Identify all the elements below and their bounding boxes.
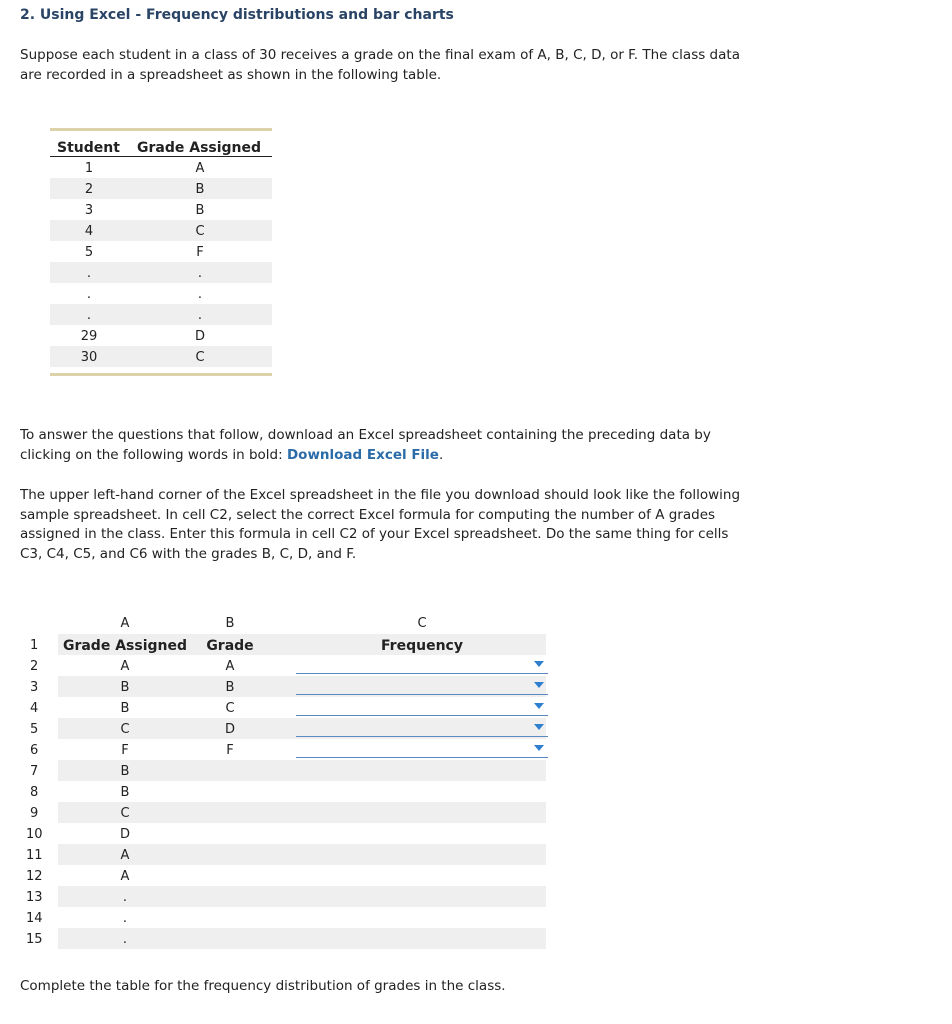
cell-grade-assigned: . (122, 932, 128, 947)
row-number: 3 (30, 680, 39, 695)
col-letter-c: C (417, 616, 427, 631)
student-grade: D (194, 329, 205, 344)
sheet-row (20, 760, 546, 781)
table-row (50, 220, 272, 241)
frequency-formula-dropdown[interactable] (296, 718, 548, 737)
student-number: 30 (80, 350, 98, 365)
cell-grade-assigned: A (120, 659, 130, 674)
row-number: 15 (26, 932, 43, 947)
frequency-formula-dropdown[interactable] (296, 697, 548, 716)
sheet-row (20, 739, 546, 760)
student-grade: B (195, 182, 205, 197)
header-grade-assigned: Grade Assigned (62, 638, 188, 654)
student-grade: . (197, 266, 203, 281)
cell-grade-assigned: B (120, 680, 130, 695)
row-number: 6 (30, 743, 39, 758)
chevron-down-icon (534, 703, 544, 709)
row-number: 14 (26, 911, 43, 926)
row-number: 8 (30, 785, 39, 800)
student-grade: A (195, 161, 205, 176)
sheet-row (20, 802, 546, 823)
download-text: To answer the questions that follow, download an Excel spreadsheet containing the preceding data by clicking on the following words in bold: (20, 427, 711, 463)
sheet-row (20, 697, 546, 718)
frequency-formula-dropdown[interactable] (296, 655, 548, 674)
cell-grade-assigned: C (120, 806, 130, 821)
row-number: 1 (30, 638, 39, 653)
row-number: 12 (26, 869, 43, 884)
row-number: 13 (26, 890, 43, 905)
sheet-row (20, 844, 546, 865)
cell-grade-assigned: B (120, 785, 130, 800)
sheet-row (20, 655, 546, 676)
sheet-row (20, 781, 546, 802)
cell-grade-assigned: B (120, 764, 130, 779)
table-header (50, 131, 272, 157)
cell-grade: D (224, 722, 235, 737)
cell-grade-assigned: B (120, 701, 130, 716)
chevron-down-icon (534, 682, 544, 688)
cell-grade-assigned: C (120, 722, 130, 737)
student-number: . (86, 308, 92, 323)
table-bottom-rule (50, 373, 272, 376)
sheet-row (20, 718, 546, 739)
intro-paragraph: Suppose each student in a class of 30 receives a grade on the final exam of A, B, C, D, or F. The class data are recorded in a spreadsheet as shown in the following table. (20, 47, 740, 83)
sheet-row (20, 676, 546, 697)
row-number: 9 (30, 806, 39, 821)
table-row (50, 178, 272, 199)
student-number: 1 (84, 161, 94, 176)
student-number: 4 (84, 224, 94, 239)
row-number: 10 (26, 827, 43, 842)
cell-grade-assigned: D (119, 827, 130, 842)
chevron-down-icon (534, 724, 544, 730)
instructions-paragraph: The upper left-hand corner of the Excel spreadsheet in the file you download should look like the following sample spreadsheet. In cell C2, select the correct Excel formula for computing the number of A grades assigned in the class. Enter this formula in cell C2 of your Excel spreadsheet. Do the same thing for cells C3, C4, C5, and C6 with the grades B, C, D, and F. (20, 487, 741, 562)
table-row (50, 241, 272, 262)
col-letter-b: B (225, 616, 235, 631)
cell-grade-assigned: F (121, 743, 129, 758)
chevron-down-icon (534, 745, 544, 751)
student-grade: . (197, 287, 203, 302)
student-number: . (86, 266, 92, 281)
download-paragraph (20, 426, 760, 465)
row-number: 2 (30, 659, 39, 674)
student-number: 2 (84, 182, 94, 197)
table-row (50, 325, 272, 346)
cell-grade: A (225, 659, 235, 674)
header-grade-assigned: Grade Assigned (137, 140, 262, 156)
table-row (50, 157, 272, 178)
table-row (50, 262, 272, 283)
student-grade: C (195, 224, 205, 239)
col-letter-a: A (120, 616, 130, 631)
sheet-row (20, 865, 546, 886)
student-grade: B (195, 203, 205, 218)
sheet-row (20, 823, 546, 844)
cell-grade: C (225, 701, 235, 716)
page-title: 2. Using Excel - Frequency distributions and bar charts (20, 7, 454, 23)
sample-spreadsheet (20, 612, 546, 949)
download-excel-link[interactable]: Download Excel File (286, 446, 439, 463)
student-grade: C (195, 350, 205, 365)
column-letters-row (20, 612, 546, 634)
table-row (50, 199, 272, 220)
table-row (50, 304, 272, 325)
table-row (50, 283, 272, 304)
cell-grade: B (225, 680, 235, 695)
cell-grade-assigned: . (122, 890, 128, 905)
sheet-header-row (20, 634, 546, 655)
cell-grade-assigned: A (120, 869, 130, 884)
table-row (50, 346, 272, 367)
student-number: . (86, 287, 92, 302)
header-student: Student (57, 140, 120, 156)
cell-grade: F (226, 743, 234, 758)
download-text-end: . (438, 446, 444, 463)
row-number: 7 (30, 764, 39, 779)
cell-grade-assigned: . (122, 911, 128, 926)
header-grade: Grade (206, 638, 254, 654)
student-number: 29 (80, 329, 98, 344)
footer-instruction: Complete the table for the frequency distribution of grades in the class. (20, 978, 506, 994)
student-grade: . (197, 308, 203, 323)
student-number: 5 (84, 245, 94, 260)
sheet-row (20, 886, 546, 907)
sheet-row (20, 907, 546, 928)
sheet-row (20, 928, 546, 949)
student-grade-table (50, 128, 272, 376)
chevron-down-icon (534, 661, 544, 667)
row-number: 4 (30, 701, 39, 716)
frequency-formula-dropdown[interactable] (296, 676, 548, 695)
header-frequency: Frequency (381, 638, 463, 654)
frequency-formula-dropdown[interactable] (296, 739, 548, 758)
student-grade: F (196, 245, 204, 260)
row-number: 11 (26, 848, 43, 863)
cell-grade-assigned: A (120, 848, 130, 863)
row-number: 5 (30, 722, 39, 737)
student-number: 3 (84, 203, 94, 218)
